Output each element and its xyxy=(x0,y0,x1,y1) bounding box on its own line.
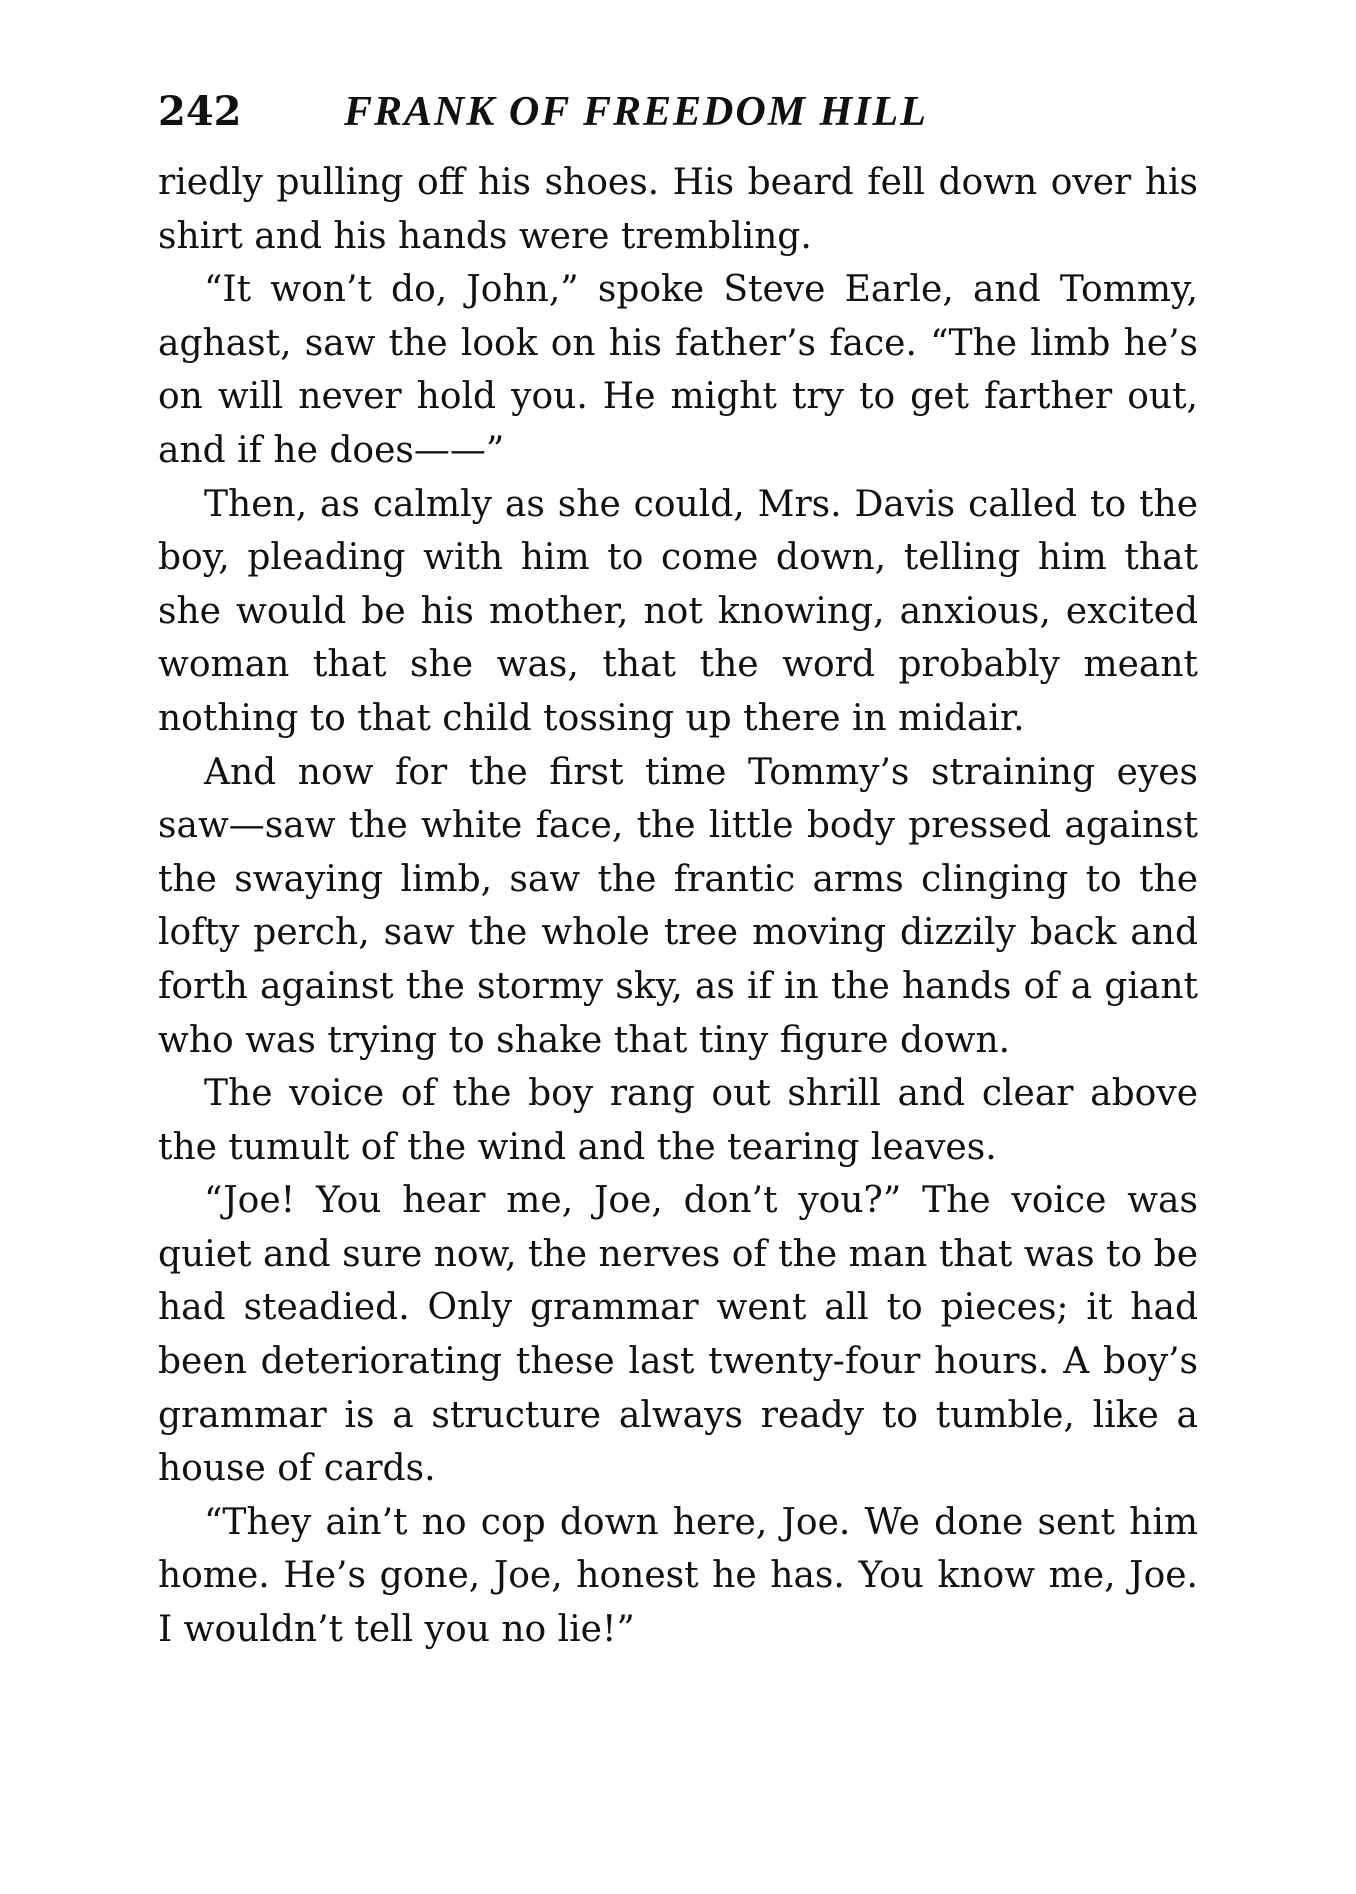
paragraph: Then, as calmly as she could, Mrs. Davis called to the boy, pleading with him to come down, telling him that she would be his mother, not knowing, anxious, excited woman that she was, that the word probably meant nothing to that child tossing up there in midair. xyxy=(158,483,1198,739)
page-number: 242 xyxy=(158,88,242,135)
book-page xyxy=(158,82,1198,1657)
paragraph: And now for the first time Tommy’s straining eyes saw—saw the white face, the little body pressed against the swaying limb, saw the frantic arms clinging to the lofty perch, saw the whole tree moving dizzily back and forth against the stormy sky, as if in the hands of a giant who was trying to shake that tiny figure down. xyxy=(158,751,1198,1061)
paragraph: The voice of the boy rang out shrill and clear above the tumult of the wind and the tearing leaves. xyxy=(158,1073,1198,1168)
paragraph: “They ain’t no cop down here, Joe. We done sent him home. He’s gone, Joe, honest he has. You know me, Joe. I wouldn’t tell you no lie!” xyxy=(158,1501,1198,1651)
running-title: FRANK OF FREEDOM HILL xyxy=(344,89,928,135)
body-text xyxy=(158,156,1198,1657)
paragraph: “Joe! You hear me, Joe, don’t you?” The voice was quiet and sure now, the nerves of the man that was to be had steadied. Only grammar went all to pieces; it had been deteriorating these last twenty-four hours. A boy’s grammar is a structure always ready to tumble, like a house of cards. xyxy=(158,1180,1198,1490)
paragraph: “It won’t do, John,” spoke Steve Earle, and Tommy, aghast, saw the look on his father’s face. “The limb he’s on will never hold you. He might try to get farther out, and if he does——” xyxy=(158,269,1198,471)
page-header xyxy=(158,82,1198,142)
paragraph: riedly pulling off his shoes. His beard fell down over his shirt and his hands were trembling. xyxy=(158,162,1198,257)
